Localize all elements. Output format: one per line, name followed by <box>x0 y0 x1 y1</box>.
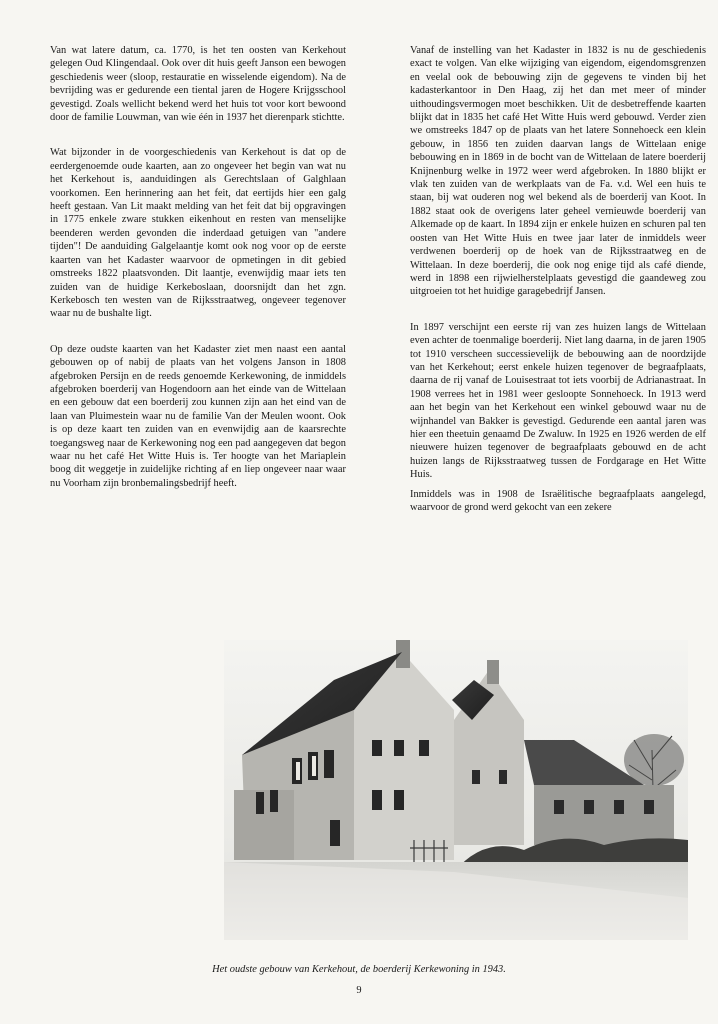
paragraph: Inmiddels was in 1908 de Israëlitische begraafplaats aangelegd, waarvoor de grond werd gekocht van een zekere <box>410 488 706 513</box>
photo-caption: Het oudste gebouw van Kerkehout, de boerderij Kerkewoning in 1943. <box>212 964 506 975</box>
farmhouse-photo <box>224 640 688 940</box>
right-text-column <box>410 44 706 536</box>
page-number: 9 <box>356 985 362 996</box>
paragraph: Wat bijzonder in de voorgeschiedenis van Kerkehout is dat op de eerdergenoemde oude kaarten, aan zo ongeveer het begin van wat nu het Kerkehout is, aanduidingen als Gerechtslaan of Galghlaan voorkomen. Een herinnering aan het feit, dat eertijds hier een galg heeft gestaan. Van Lit maakt melding van het feit dat bij opgravingen in 1775 enkele zware stukken eikenhout en resten van menselijke beenderen werden gevonden die inderdaad getuigen van "andere tijden"! De aanduiding Galgelaantje komt ook nog voor op de eerste kaarten van het Kadaster waarvoor de opmetingen in dit gebied omstreeks 1822 plaatsvonden. Dit laantje, evenwijdig maar iets ten zuiden van de huidige Kerkeboslaan, doorsnijdt dan het zgn. Kerkebosch ten westen van de Rijksstraatweg, ongeveer tegenover waar nu de bushalte ligt. <box>50 147 346 320</box>
paragraph: In 1897 verschijnt een eerste rij van zes huizen langs de Wittelaan even achter de toenmalige boerderij. Niet lang daarna, in de jaren 1905 tot 1910 verscheen successievelijk de bebouwing aan de noordzijde van het Kerkehout; eerst enkele huizen tegenover de begraafplaats, daarna de rij vanaf de Louisestraat tot iets voorbij de Adrianastraat. In 1908 verrees het in 1981 weer gesloopte Sonnehoeck. In 1913 werd aan het begin van het Kerkehout een winkel gebouwd waar nu de wijnhandel van Bakker is gevestigd. Gedurende een aantal jaren was hier een theetuin genaamd De Zwaluw. In 1925 en 1926 werden de elf nieuwere huizen tegenover de begraafplaats gebouwd en de acht huizen langs de Rijksstraatweg tussen de Fordgarage en Het Witte Huis. <box>410 321 706 481</box>
paragraph: Van wat latere datum, ca. 1770, is het ten oosten van Kerkehout gelegen Oud Klingendaal. Ook over dit huis geeft Janson een bewogen geschiedenis weer (sloop, restauratie en wisselende eigendom). Na de bevrijding was er gedurende een tiental jaren de Hogere Krijgsschool gevestigd. Zoals wellicht bekend werd het huis tot voor kort bewoond door de familie Louwman, van wie één in 1937 het dierenpark stichtte. <box>50 45 346 124</box>
farmhouse-photo-drawing <box>224 640 688 940</box>
paragraph: Vanaf de instelling van het Kadaster in 1832 is nu de geschiedenis exact te volgen. Van elke wijziging van eigendom, eigendomsgrenzen en veelal ook de bebouwing zijn de gegevens te vinden bij het kadasterkantoor in Den Haag, zij het dan met meer of minder uithoudingsvermogen moet beschikken. Uit de desbetreffende kaarten blijkt dat in 1835 het café Het Witte Huis werd gebouwd. Verder zien we omstreeks 1847 op de plaats van het latere Sonnehoeck een klein gebouw, in 1856 ten zuiden daarvan langs de Wittelaan enige bebouwing en in 1869 in de bocht van de Wittelaan de latere boerderij Knijnenburg welke in 1972 weer werd afgebroken. In 1880 blijkt er vlak ten zuiden van de werkplaats van de Fa. v.d. Wel een huis te staan, bij wat ouderen nog wel bekend als de boerderij van Koot. In 1882 staat ook de overigens later geheel vernieuwde boerderij van Alkemade op de kaart. In 1894 zijn er enkele huizen en schuren pal ten oosten van Het Witte Huis en twee jaar later de inmiddels weer verdwenen boerderij op de hoek van de Rijksstraatweg en de Wittelaan. In deze boerderij, die ook nog enige tijd als café diende, werd in 1898 een rijwielherstelplaats gevestigd die gaandeweg zou uitgroeien tot het huidige garagebedrijf Jansen. <box>410 45 706 298</box>
left-text-column <box>50 44 346 512</box>
paragraph: Op deze oudste kaarten van het Kadaster ziet men naast een aantal gebouwen op of nabij de plaats van het volgens Janson in 1808 afgebroken Persijn en de reeds genoemde Kerkewoning, de inmiddels afgebroken boerderij van Hogendoorn aan het einde van de Wittelaan en een gebouw dat een boerderij zou kunnen zijn aan het eind van de laan van Pluimestein waar nu de familie Van der Meulen woont. Ook is op deze kaart ten zuiden van en evenwijdig aan de kaarsrechte toegangsweg naar de Kerkewoning nog een pad aangegeven dat begon waar nu het café Het Witte Huis is. Ter hoogte van het Mariaplein boog dit weggetje in zuidelijke richting af en liep ongeveer naar waar nu Voorham zijn bronbemalingsbedrijf heeft. <box>50 343 346 489</box>
